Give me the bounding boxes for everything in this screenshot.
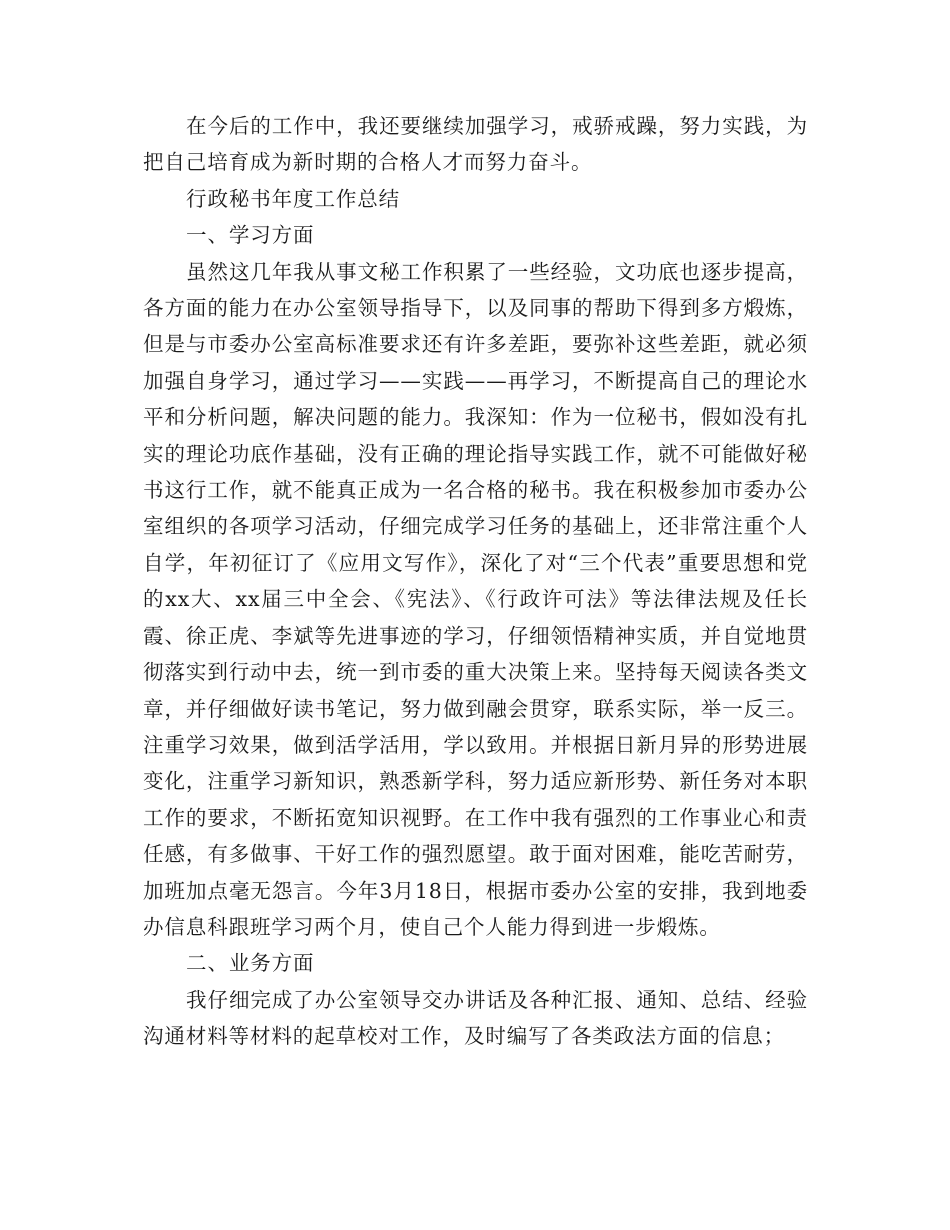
document-title: 行政秘书年度工作总结 (186, 186, 401, 211)
section-heading-study: 一、学习方面 (186, 223, 315, 248)
document-body (143, 108, 808, 1055)
business-paragraph: 我仔细完成了办公室领导交办讲话及各种汇报、通知、总结、经验沟通材料等材料的起草校对工作，及时编写了各类政法方面的信息； (143, 987, 808, 1049)
study-paragraph: 虽然这几年我从事文秘工作积累了一些经验，文功底也逐步提高，各方面的能力在办公室领导指导下，以及同事的帮助下得到多方煅炼，但是与市委办公室高标准要求还有许多差距，要弥补这些差距，就必须加强自身学习，通过学习——实践——再学习，不断提高自己的理论水平和分析问题，解决问题的能力。我深知：作为一位秘书，假如没有扎实的理论功底作基础，没有正确的理论指导实践工作，就不可能做好秘书这行工作，就不能真正成为一名合格的秘书。我在积极参加市委办公室组织的各项学习活动，仔细完成学习任务的基础上，还非常注重个人自学，年初征订了《应用文写作》，深化了对“三个代表”重要思想和党的xx大、xx届三中全会、《宪法》、《行政许可法》等法律法规及任长霞、徐正虎、李斌等先进事迹的学习，仔细领悟精神实质，并自觉地贯彻落实到行动中去，统一到市委的重大决策上来。坚持每天阅读各类文章，并仔细做好读书笔记，努力做到融会贯穿，联系实际，举一反三。注重学习效果，做到活学活用，学以致用。并根据日新月异的形势进展变化，注重学习新知识，熟悉新学科，努力适应新形势、新任务对本职工作的要求，不断拓宽知识视野。在工作中我有强烈的工作事业心和责任感，有多做事、干好工作的强烈愿望。敢于面对困难，能吃苦耐劳，加班加点毫无怨言。今年3月18日，根据市委办公室的安排，我到地委办信息科跟班学习两个月，使自己个人能力得到进一步煅炼。 (143, 259, 808, 939)
section-heading-business: 二、业务方面 (186, 951, 315, 976)
closing-paragraph: 在今后的工作中，我还要继续加强学习，戒骄戒躁，努力实践，为把自己培育成为新时期的合格人才而努力奋斗。 (143, 114, 808, 175)
